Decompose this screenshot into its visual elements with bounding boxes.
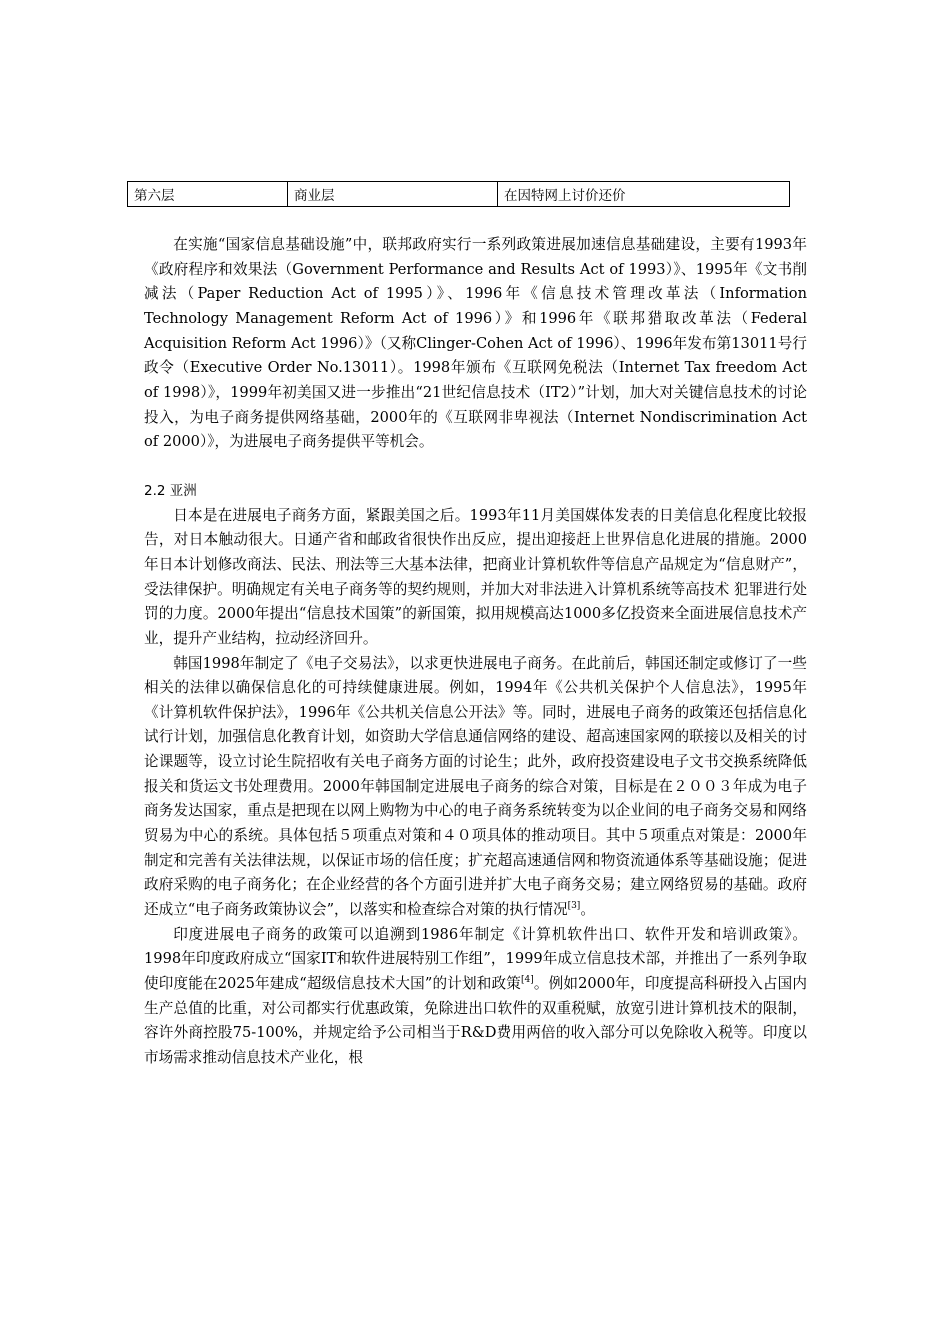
table-cell-layer-name: 商业层 (288, 182, 498, 207)
document-body (144, 233, 807, 1071)
paragraph-korea-text: 韩国1998年制定了《电子交易法》，以求更快进展电子商务。在此前后，韩国还制定或修订了一些相关的法律以确保信息化的可持续健康进展。例如，1994年《公共机关保护个人信息法》，1995年《计算机软件保护法》，1996年《公共机关信息公开法》等。同时，进展电子商务的政策还包括信息化试行计划，加强信息化教育计划，如资助大学信息通信网络的建设、超高速国家网的联接以及相关的讨论课题等，设立讨论生院招收有关电子商务方面的讨论生；此外，政府投资建设电子文书交换系统降低报关和货运文书处理费用。2000年韩国制定进展电子商务的综合对策，目标是在２００３年成为电子商务发达国家，重点是把现在以网上购物为中心的电子商务系统转变为以企业间的电子商务交易和网络贸易为中心的系统。具体包括５项重点对策和４０项具体的推动项目。其中５项重点对策是：2000年制定和完善有关法律法规，以保证市场的信任度；扩充超高速通信网和物资流通体系等基础设施；促进政府采购的电子商务化；在企业经营的各个方面引进并扩大电子商务交易；建立网络贸易的基础。政府还成立“电子商务政策协议会”，以落实和检查综合对策的执行情况 (144, 654, 807, 919)
paragraph-japan: 日本是在进展电子商务方面，紧跟美国之后。1993年11月美国媒体发表的日美信息化程度比较报告，对日本触动很大。日通产省和邮政省很快作出反应，提出迎接赶上世界信息化进展的措施。2000年日本计划修改商法、民法、刑法等三大基本法律，把商业计算机软件等信息产品规定为“信息财产”，受法律保护。明确规定有关电子商务等的契约规则，并加大对非法进入计算机系统等高技术 犯罪进行处罚的力度。2000年提出“信息技术国策”的新国策，拟用规模高达1000多亿投资来全面进展信息技术产业，提升产业结构，拉动经济回升。 (144, 506, 807, 647)
table-cell-layer-number: 第六层 (128, 182, 288, 207)
paragraph-korea-end: 。 (580, 901, 595, 919)
citation-ref-4[interactable]: [4] (520, 975, 534, 986)
layer-table (127, 181, 790, 207)
table-row (128, 182, 790, 207)
paragraph-us-policy: 在实施“国家信息基础设施”中，联邦政府实行一系列政策进展加速信息基础建设，主要有1993年《政府程序和效果法（Government Performance and Results Act of 1993）》、1995年《文书削减法（Paper Reduction Act of 1995）》、1996年《信息技术管理改革法（Information Technology Management Reform Act of 1996）》和1996年《联邦猎取改革法（Federal Acquisition Reform Act 1996）》（又称Clinger-Cohen Act of 1996）、1996年发布第13011号行政令（Executive Order No.13011）。1998年颁布《互联网免税法（Internet Tax freedom Act of 1998）》，1999年初美国又进一步推出“21世纪信息技术（IT2）”计划，加大对关键信息技术的讨论投入，为电子商务提供网络基础，2000年的《互联网非卑视法（Internet Nondiscrimination Act of 2000）》，为进展电子商务提供平等机会。 (144, 236, 807, 451)
citation-ref-3[interactable]: [3] (567, 901, 581, 912)
paragraph-india-text: 印度进展电子商务的政策可以追溯到1986年制定《计算机软件出口、软件开发和培训政策》。1998年印度政府成立“国家IT和软件进展特别工作组”，1999年成立信息技术部，并推出了一系列争取使印度能在2025年建成“超级信息技术大国”的计划和政策 (144, 925, 807, 993)
section-heading: 2.2 亚洲 (144, 482, 197, 499)
table-cell-layer-description: 在因特网上讨价还价 (498, 182, 790, 207)
paragraph-india-end: 。例如2000年，印度提高科研投入占国内生产总值的比重，对公司都实行优惠政策，免除进出口软件的双重税赋，放宽引进计算机技术的限制，容许外商控股75-100%，并规定给予公司相当于R&D费用两倍的收入部分可以免除收入税等。印度以市场需求推动信息技术产业化，根 (144, 975, 807, 1066)
paragraph-india (144, 923, 807, 1071)
paragraph-gap (144, 455, 807, 479)
paragraph-korea (144, 652, 807, 923)
